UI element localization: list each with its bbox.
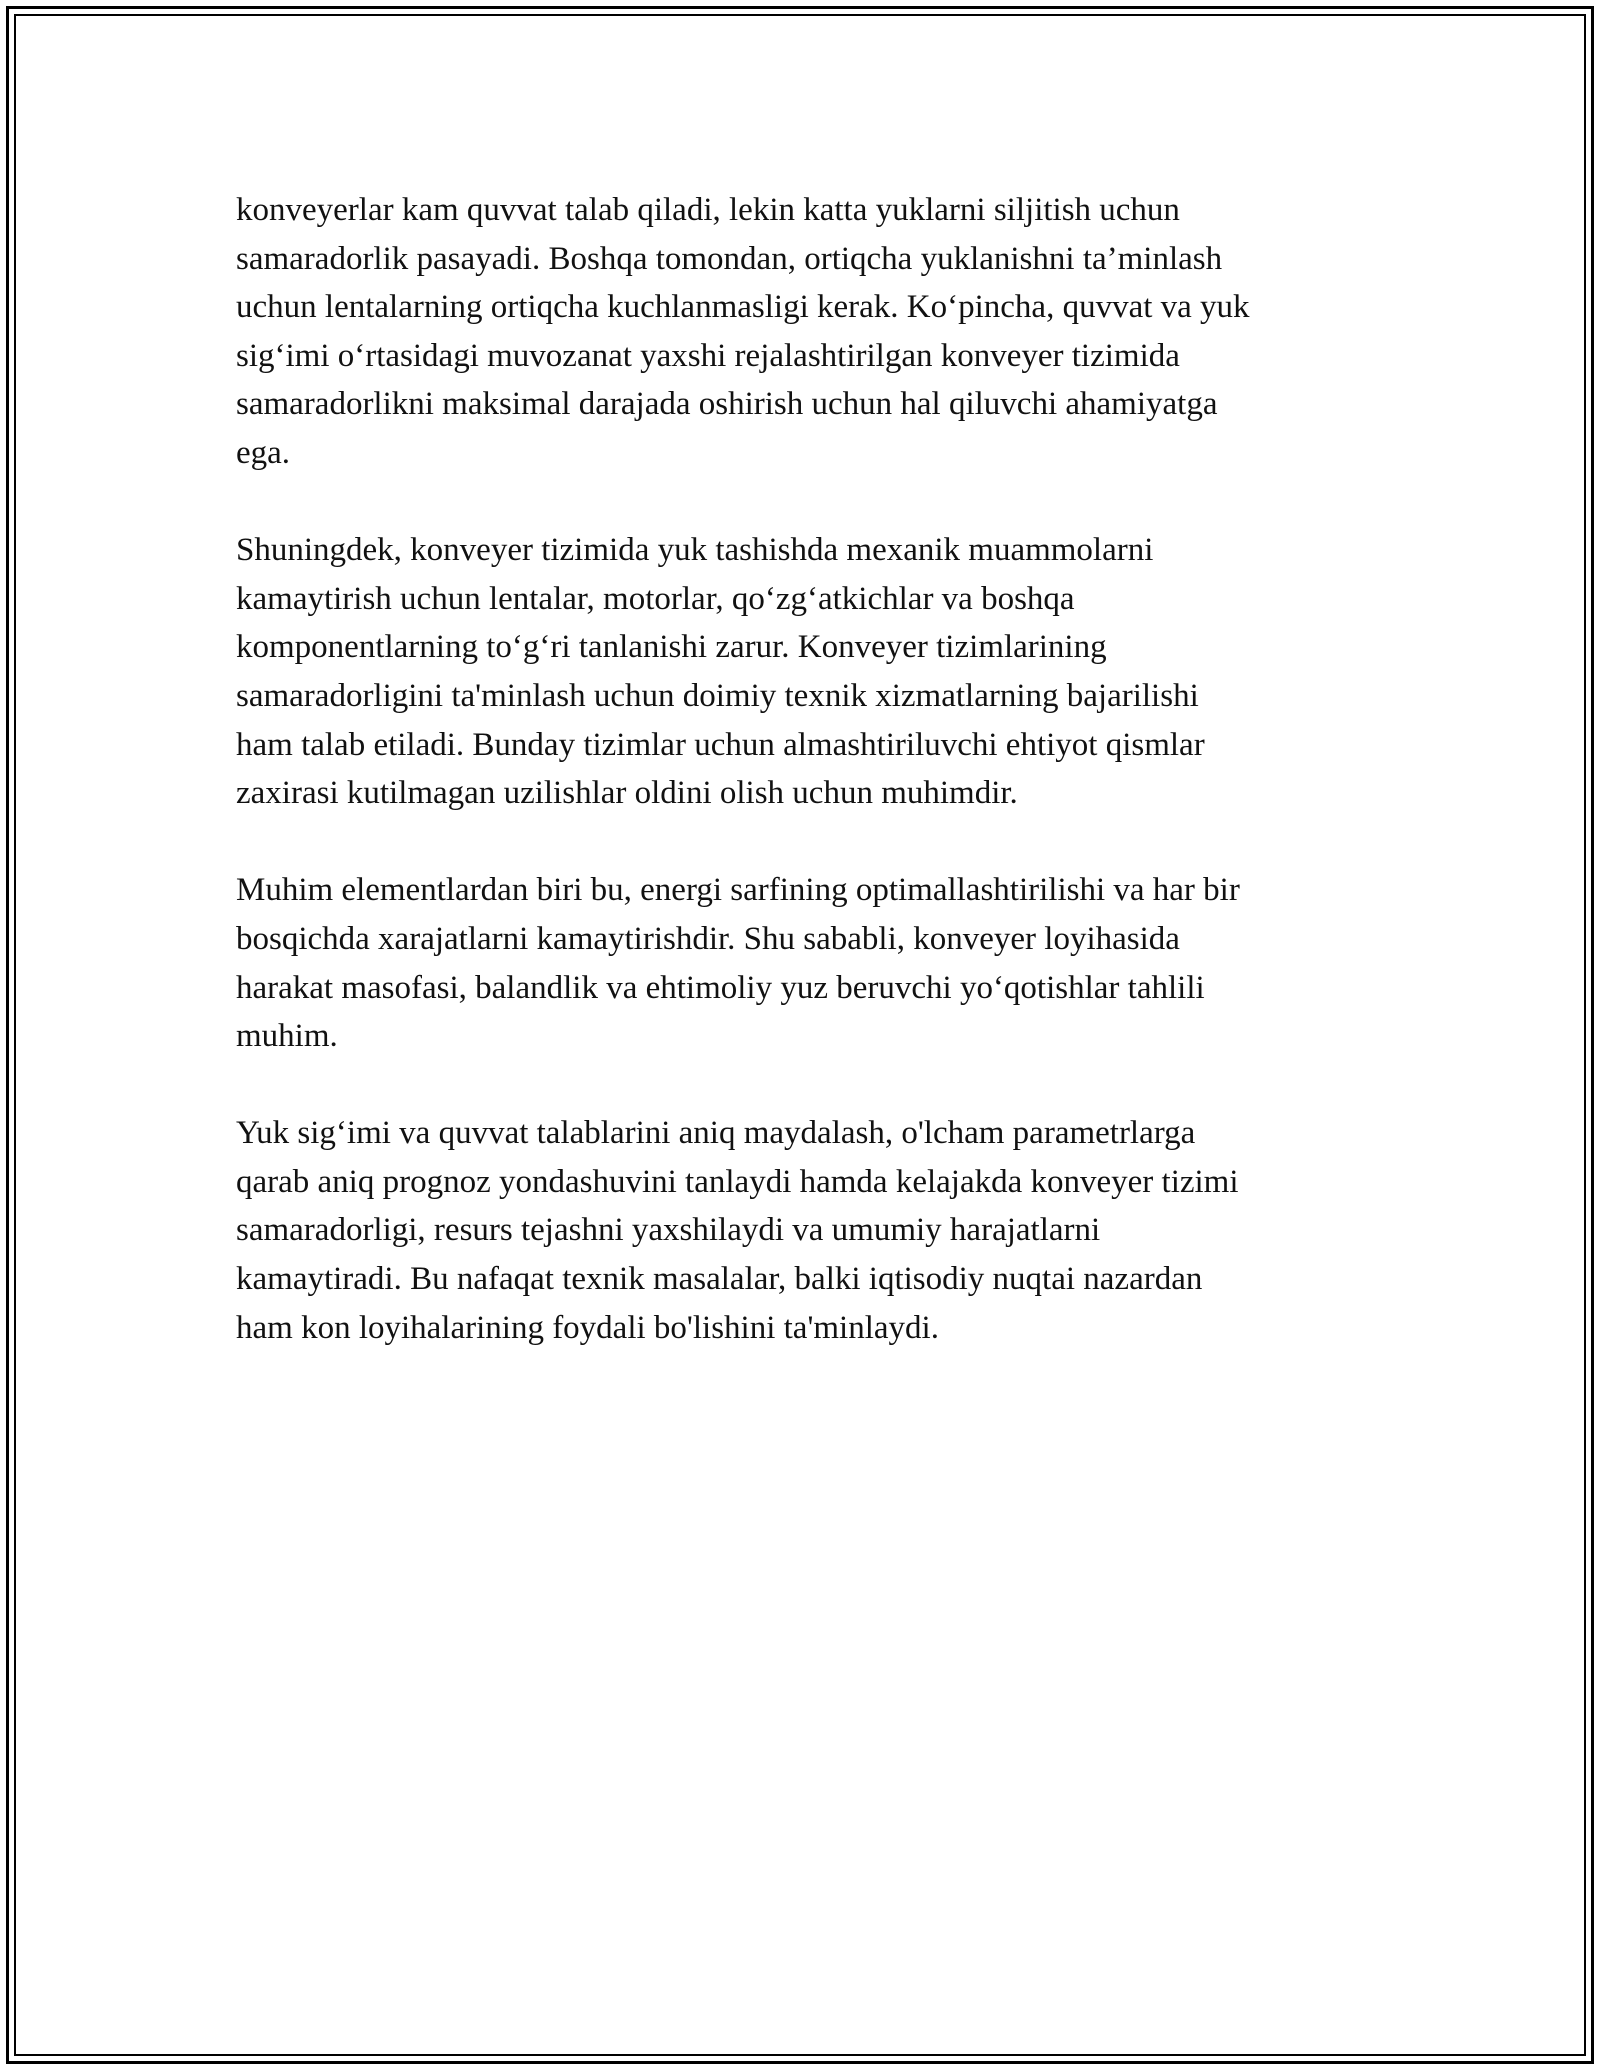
paragraph-energy-optimization: Muhim elementlardan biri bu, energi sarfining optimallashtirilishi va har bir bosqichda xarajatlarni kamaytirishdir. Shu sababli, konveyer loyihasida harakat masofasi, balandlik va ehtimoliy yuz beruvchi yo‘qotishlar tahlili muhim. (236, 872, 1240, 1055)
paragraph-capacity-balance: konveyerlar kam quvvat talab qiladi, lekin katta yuklarni siljitish uchun samaradorlik pasayadi. Boshqa tomondan, ortiqcha yuklanishni ta’minlash uchun lentalarning ortiqcha kuchlanmasligi kerak. Ko‘pincha, quvvat va yuk sig‘imi o‘rtasidagi muvozanat yaxshi rejalashtirilgan konveyer tizimida samaradorlikni maksimal darajada oshirish uchun hal qiluvchi ahamiyatga ega. (236, 192, 1250, 471)
paragraph-load-requirements: Yuk sig‘imi va quvvat talablarini aniq maydalash, o'lcham parametrlarga qarab aniq prognoz yondashuvini tanlaydi hamda kelajakda konveyer tizimi samaradorligi, resurs tejashni yaxshilaydi va umumiy harajatlarni kamaytiradi. Bu nafaqat texnik masalalar, balki iqtisodiy nuqtai nazardan ham kon loyihalarining foydali bo'lishini ta'minlaydi. (236, 1115, 1239, 1346)
document-body (236, 186, 1366, 1401)
paragraph-component-selection: Shuningdek, konveyer tizimida yuk tashishda mexanik muammolarni kamaytirish uchun lentalar, motorlar, qo‘zg‘atkichlar va boshqa komponentlarning to‘g‘ri tanlanishi zarur. Konveyer tizimlarining samaradorligini ta'minlash uchun doimiy texnik xizmatlarning bajarilishi ham talab etiladi. Bunday tizimlar uchun almashtiriluvchi ehtiyot qismlar zaxirasi kutilmagan uzilishlar oldini olish uchun muhimdir. (236, 532, 1205, 812)
